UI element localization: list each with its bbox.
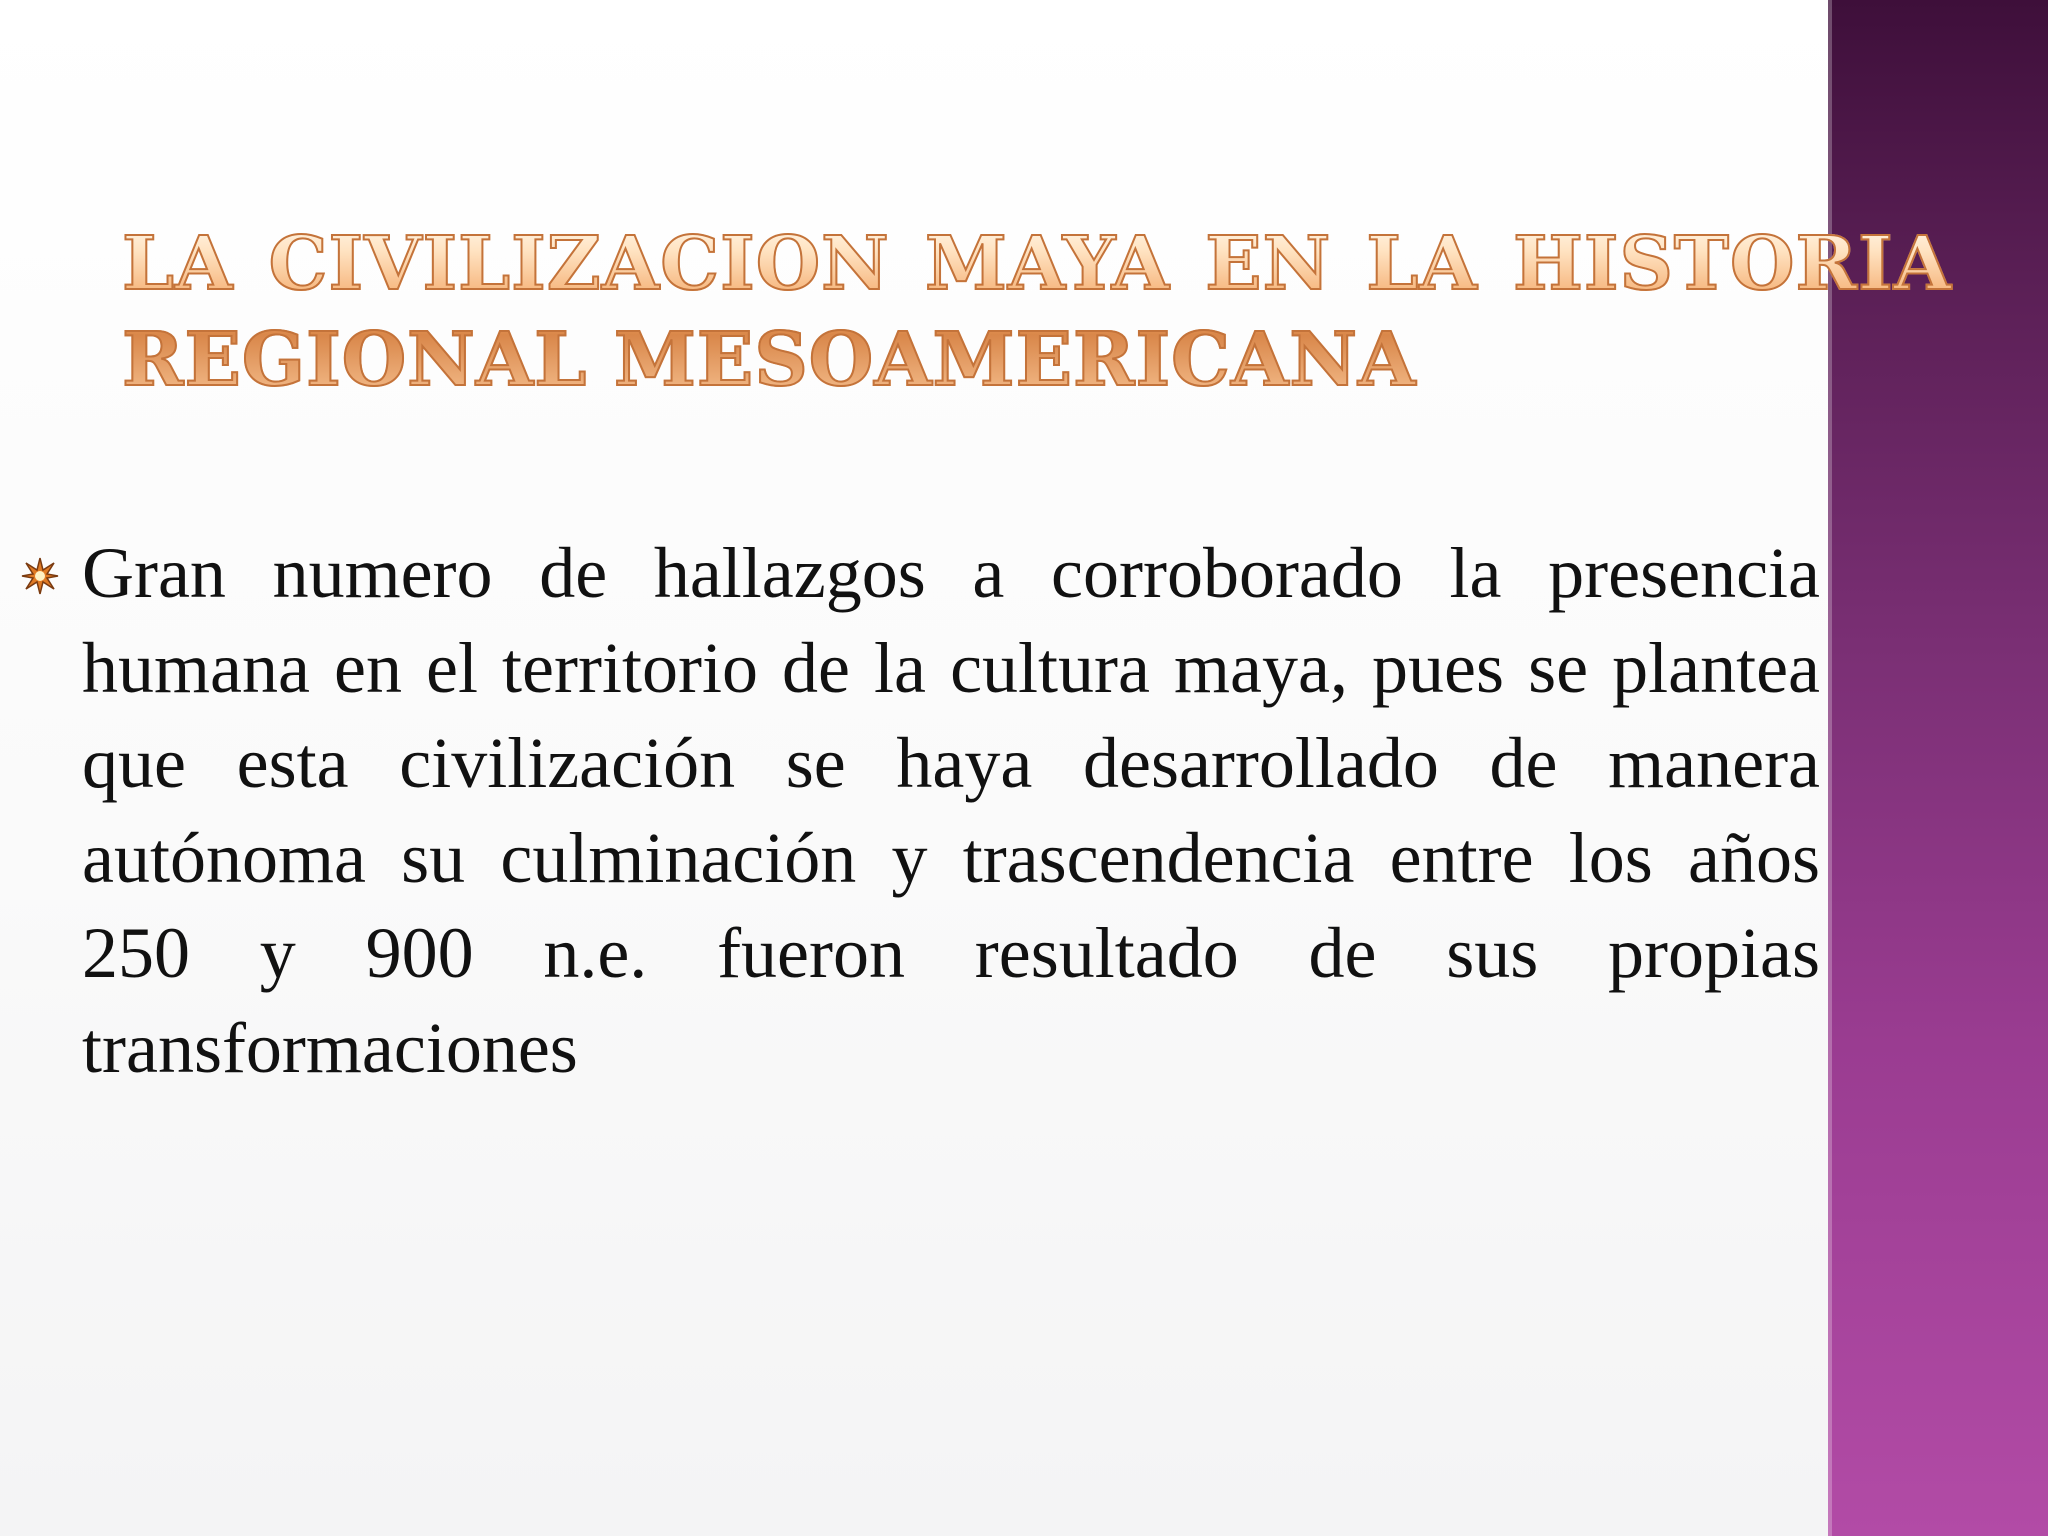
bullet-list (20, 526, 1820, 1096)
bullet-item (20, 526, 1820, 1096)
slide-title-line-1: LA CIVILIZACION MAYA EN LA HISTORIA (122, 221, 1952, 307)
star-burst-icon (20, 556, 60, 596)
slide-title-line-2: REGIONAL MESOAMERICANA (122, 317, 1417, 403)
bullet-text: Gran numero de hallazgos a corroborado la presencia humana en el territorio de la cultura maya, pues se plantea que esta civilización se haya desarrollado de manera autónoma su culminación y trascendencia entre los años 250 y 900 n.e. fueron resultado de sus propias transformaciones (82, 533, 1820, 1088)
slide-title (122, 216, 1952, 408)
